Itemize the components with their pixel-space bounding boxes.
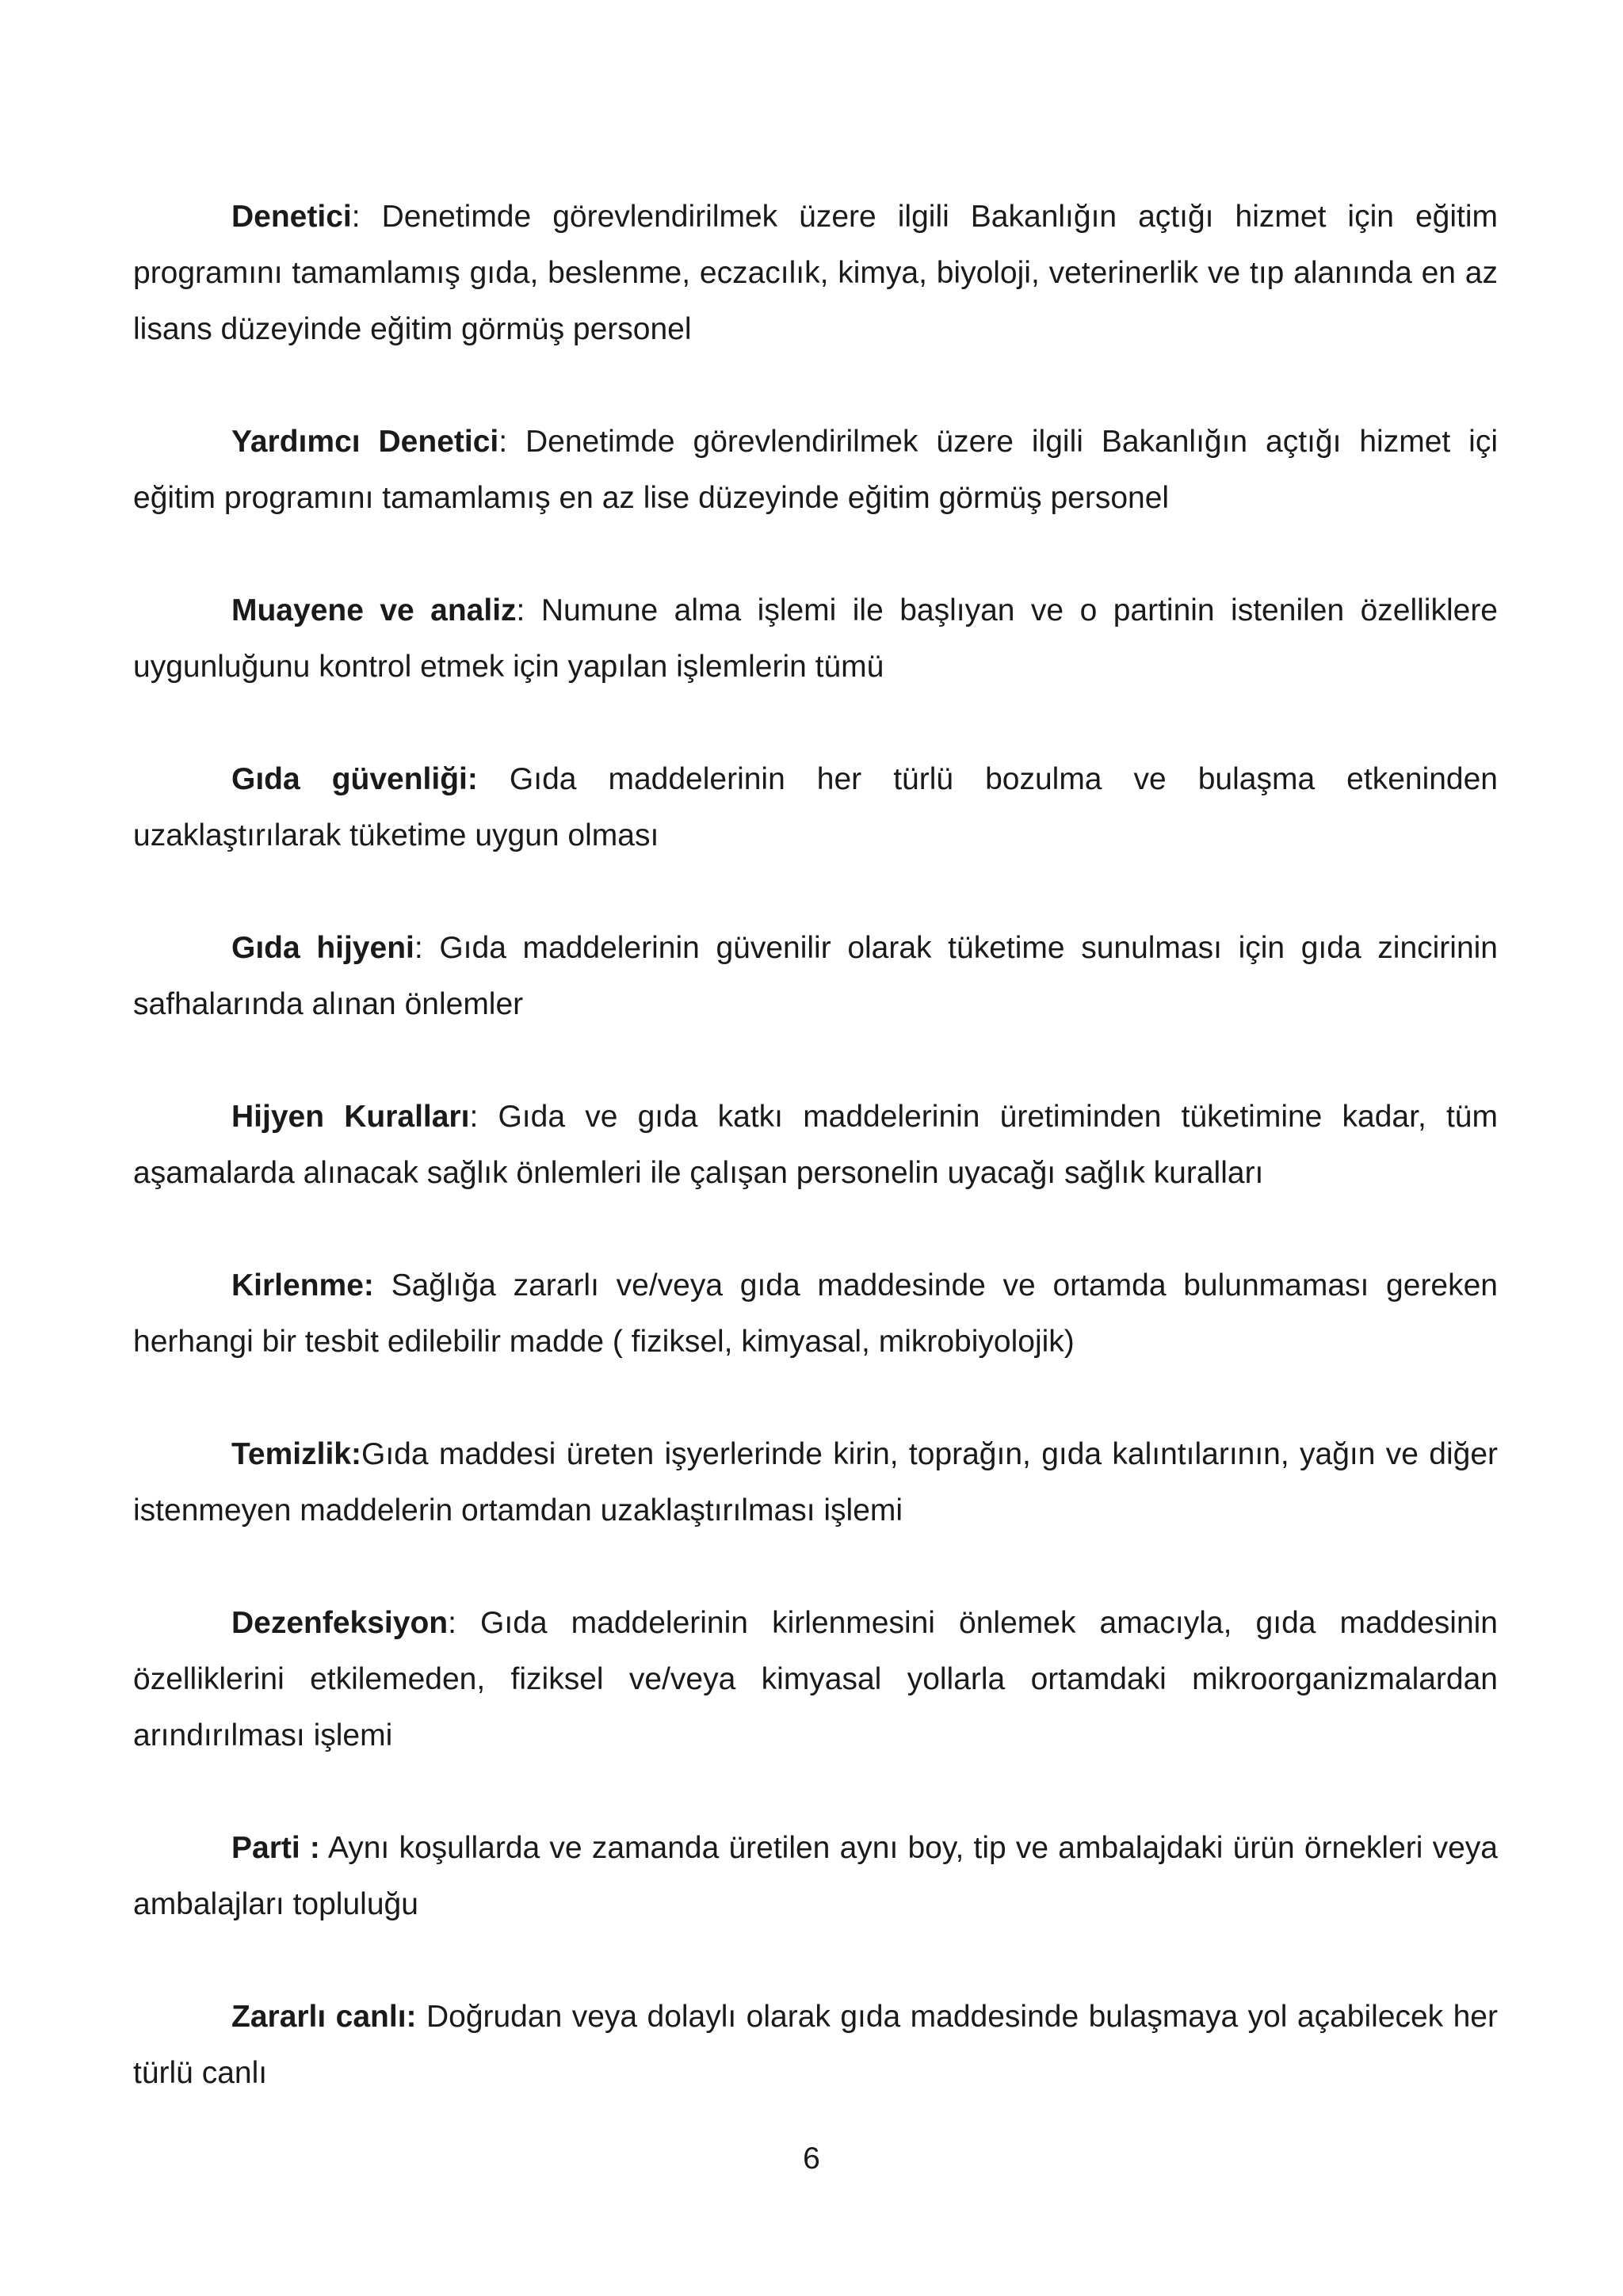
page-number: 6 [803,2142,820,2176]
definition-kirlenme [133,1257,1498,1370]
definition-hijyen-kurallari [133,1089,1498,1201]
definition-term: Denetici [231,200,352,234]
definition-text: Doğrudan veya dolaylı olarak gıda maddesinde bulaşmaya yol açabilecek her türlü canlı [133,2000,1498,2090]
definition-text: : Gıda maddelerinin kirlenmesini önlemek amacıyla, gıda maddesinin özelliklerini etkilemeden, fiziksel ve/veya kimyasal yollarla ortamdaki mikroorganizmalardan arındırılması işlemi [133,1606,1498,1753]
definition-dezenfeksiyon [133,1595,1498,1764]
definition-text: Sağlığa zararlı ve/veya gıda maddesinde ve ortamda bulunmaması gereken herhangi bir tesbit edilebilir madde ( fiziksel, kimyasal, mikrobiyolojik) [133,1268,1498,1359]
definition-term: Hijyen Kuralları [231,1100,470,1134]
definition-text: : Denetimde görevlendirilmek üzere ilgili Bakanlığın açtığı hizmet için eğitim programını tamamlamış gıda, beslenme, eczacılık, kimya, biyoloji, veterinerlik ve tıp alanında en az lisans düzeyinde eğitim görmüş personel [133,200,1498,346]
definition-text: : Gıda ve gıda katkı maddelerinin üretiminden tüketimine kadar, tüm aşamalarda alınacak sağlık önlemleri ile çalışan personelin uyacağı sağlık kuralları [133,1100,1498,1190]
definition-term: Temizlik: [231,1437,361,1471]
definition-text: : Gıda maddelerinin güvenilir olarak tüketime sunulması için gıda zincirinin safhalarında alınan önlemler [133,931,1498,1021]
definition-term: Dezenfeksiyon [231,1606,449,1640]
definition-text: : Denetimde görevlendirilmek üzere ilgili Bakanlığın açtığı hizmet içi eğitim programını tamamlamış en az lise düzeyinde eğitim görmüş personel [133,425,1498,515]
definition-term: Muayene ve analiz [231,593,517,627]
definition-term: Yardımcı Denetici [231,425,499,459]
definition-term: Parti : [231,1831,320,1865]
definition-text: Gıda maddesi üreten işyerlerinde kirin, toprağın, gıda kalıntılarının, yağın ve diğer istenmeyen maddelerin ortamdan uzaklaştırılması işlemi [133,1437,1498,1527]
definition-gida-guvenligi [133,751,1498,864]
definition-zararli-canli [133,1989,1498,2101]
definition-temizlik [133,1426,1498,1539]
definition-term: Kirlenme: [231,1268,374,1302]
definitions-list [133,189,1498,2157]
definition-term: Gıda hijyeni [231,931,414,965]
definition-parti [133,1820,1498,1932]
definition-gida-hijyeni [133,920,1498,1032]
definition-text: Aynı koşullarda ve zamanda üretilen aynı boy, tip ve ambalajdaki ürün örnekleri veya ambalajları topluluğu [133,1831,1498,1921]
definition-muayene-ve-analiz [133,582,1498,695]
definition-term: Zararlı canlı: [231,2000,417,2034]
definition-term: Gıda güvenliği: [231,762,478,796]
definition-text: : Numune alma işlemi ile başlıyan ve o partinin istenilen özelliklere uygunluğunu kontrol etmek için yapılan işlemlerin tümü [133,593,1498,684]
definition-yardimci-denetici [133,414,1498,526]
definition-denetici [133,189,1498,357]
definition-text: Gıda maddelerinin her türlü bozulma ve bulaşma etkeninden uzaklaştırılarak tüketime uygun olması [133,762,1498,852]
